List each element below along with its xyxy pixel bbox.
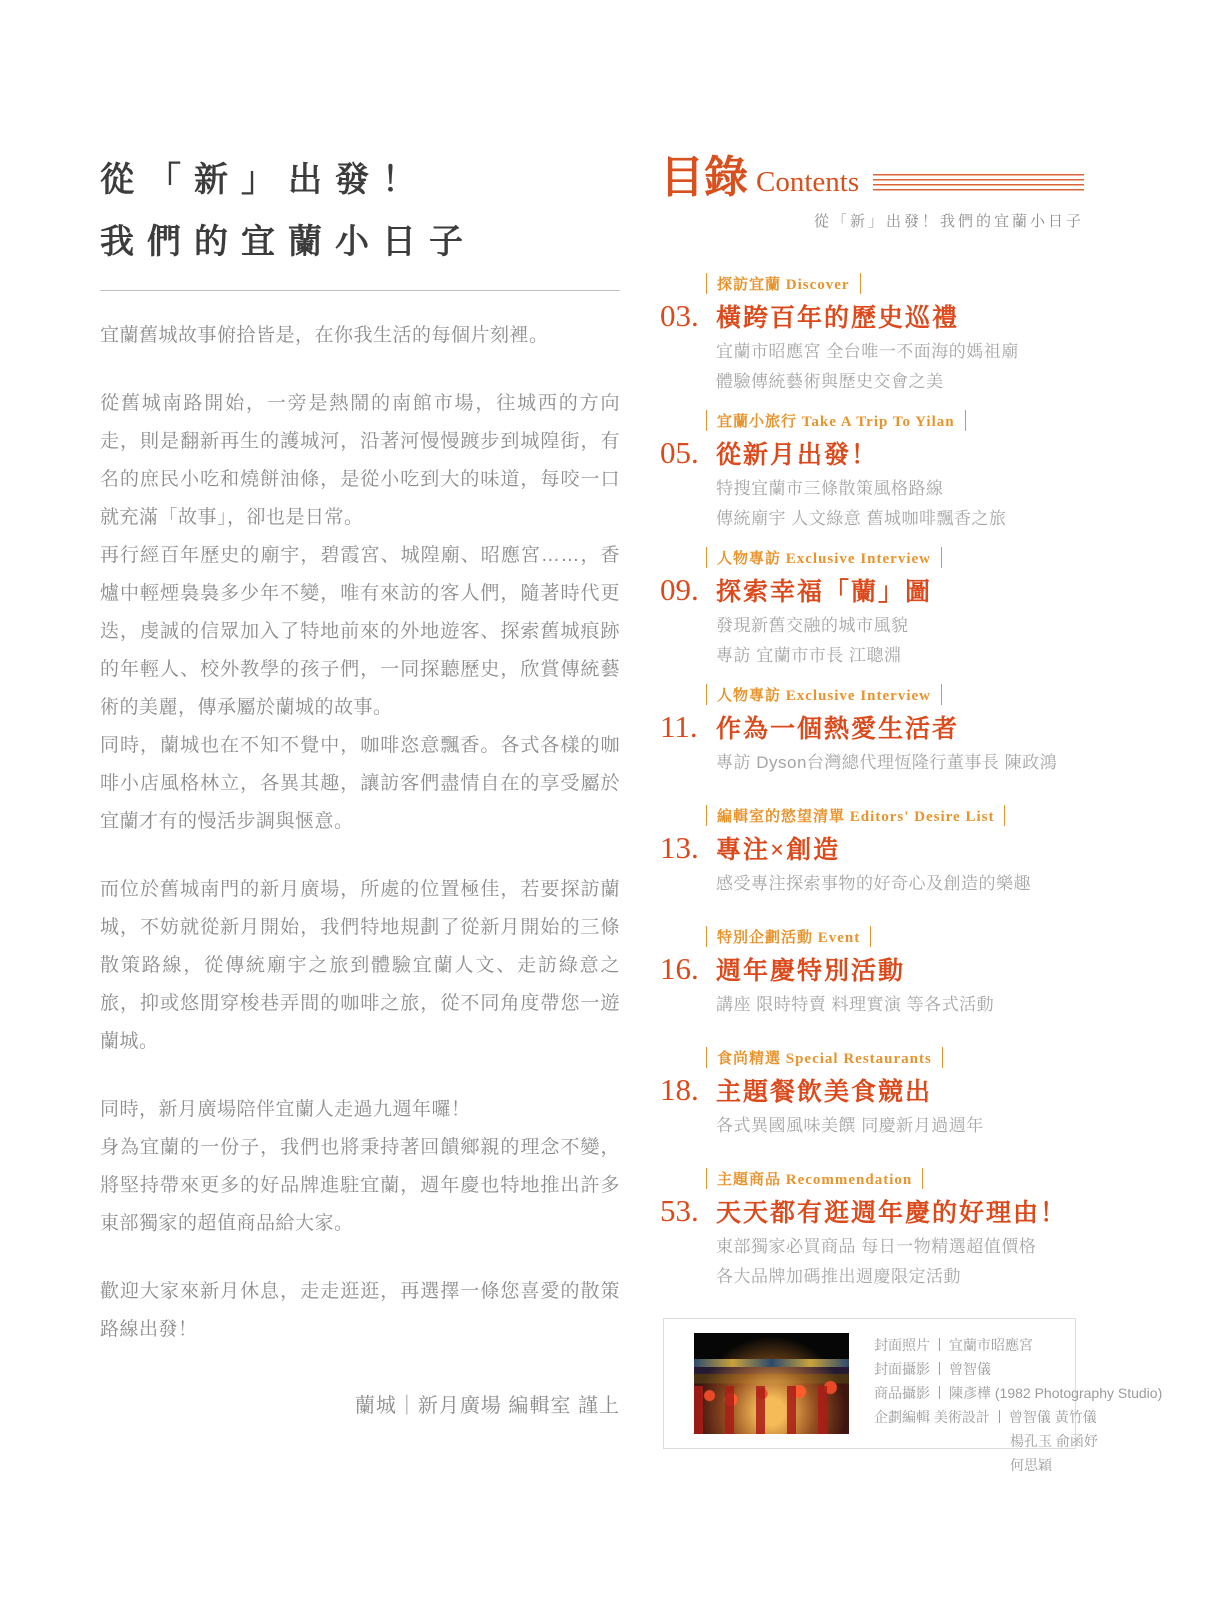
credit-row: 商品攝影 陳彥樺 (1982 Photography Studio): [874, 1385, 1163, 1401]
toc-entry-description: 發現新舊交融的城市風貌 專訪 宜蘭市市長 江聰淵: [716, 616, 909, 665]
letter-signature: 蘭城｜新月廣場 編輯室 謹上: [354, 1395, 620, 1417]
toc-entry-description: 感受專注探索事物的好奇心及創造的樂趣: [716, 874, 1031, 893]
toc-category: 主題商品 Recommendation: [706, 1168, 1084, 1189]
credit-row: 封面攝影 曾智儀: [874, 1361, 991, 1377]
toc-entry-title: 探索幸福「蘭」圖: [716, 579, 933, 606]
letter-body: [100, 317, 620, 1349]
toc-entry-title: 週年慶特別活動: [716, 958, 906, 985]
toc-entry-title: 天天都有逛週年慶的好理由！: [716, 1200, 1068, 1227]
credits-list: [874, 1333, 1163, 1473]
toc-entry-title: 專注×創造: [716, 837, 841, 864]
toc-entry: [660, 410, 1084, 534]
toc-page-number: 05.: [660, 435, 699, 470]
letter-paragraph: 從舊城南路開始，一旁是熱鬧的南館市場，往城西的方向走，則是翻新再生的護城河，沿著河慢慢踱步到城隍街，有名的庶民小吃和燒餅油條，是從小吃到大的味道，每咬一口就充滿「故事」，卻也是日常。: [100, 393, 620, 528]
toc-entry: [660, 273, 1084, 397]
toc-subtitle: 從「新」出發！我們的宜蘭小日子: [813, 214, 1084, 230]
letter-paragraph: 宜蘭舊城故事俯拾皆是，在你我生活的每個片刻裡。: [100, 325, 549, 346]
toc-category: 人物專訪 Exclusive Interview: [706, 547, 1084, 568]
credit-row: 何思穎: [1010, 1457, 1052, 1473]
toc-page-number: 16.: [660, 951, 699, 986]
toc-entry-title: 橫跨百年的歷史巡禮: [716, 305, 960, 332]
letter-title-line1: 從「新」出發！: [100, 162, 429, 199]
toc-entry-description: 東部獨家必買商品 每日一物精選超值價格 各大品牌加碼推出週慶限定活動: [716, 1237, 1037, 1286]
horizontal-rules-icon: [873, 174, 1084, 194]
toc-entry-title: 作為一個熱愛生活者: [716, 716, 960, 743]
letter-title-line2: 我們的宜蘭小日子: [100, 224, 476, 261]
pipe-divider: [939, 1338, 940, 1351]
toc-entry: [660, 1168, 1084, 1292]
toc-page-number: 18.: [660, 1072, 699, 1107]
toc-entry-description: 宜蘭市昭應宮 全台唯一不面海的媽祖廟 體驗傳統藝術與歷史交會之美: [716, 342, 1019, 391]
credit-row: 企劃編輯 美術設計 曾智儀 黃竹儀: [874, 1409, 1097, 1425]
toc-entry: [660, 547, 1084, 671]
toc-entry: [660, 805, 1084, 899]
letter-paragraph: 身為宜蘭的一份子，我們也將秉持著回饋鄉親的理念不變，將堅持帶來更多的好品牌進駐宜蘭，週年慶也特地推出許多東部獨家的超值商品給大家。: [100, 1137, 620, 1234]
toc-entry: [660, 684, 1084, 778]
toc-entry-title: 主題餐飲美食競出: [716, 1079, 933, 1106]
toc-category: 探訪宜蘭 Discover: [706, 273, 1084, 294]
letter-paragraph: 而位於舊城南門的新月廣場，所處的位置極佳，若要探訪蘭城，不妨就從新月開始，我們特地規劃了從新月開始的三條散策路線，從傳統廟宇之旅到體驗宜蘭人文、走訪綠意之旅，抑或悠閒穿梭巷弄間的咖啡之旅，從不同角度帶您一遊蘭城。: [100, 879, 620, 1052]
title-divider: [100, 290, 620, 291]
pipe-divider: [939, 1386, 940, 1399]
editorial-letter: [100, 150, 620, 1418]
toc-page-number: 09.: [660, 572, 699, 607]
letter-title: [100, 150, 620, 274]
temple-roof-decoration: [694, 1359, 849, 1367]
toc-page-number: 11.: [660, 709, 698, 744]
temple-cover-photo: [694, 1333, 849, 1434]
toc-entry-description: 講座 限時特賣 料理實演 等各式活動: [716, 995, 995, 1014]
toc-entry-description: 特搜宜蘭市三條散策風格路線 傳統廟宇 人文綠意 舊城咖啡飄香之旅: [716, 479, 1007, 528]
pipe-divider: [939, 1362, 940, 1375]
toc-page-number: 03.: [660, 298, 699, 333]
toc-entry: [660, 1047, 1084, 1141]
temple-pillars-decoration: [694, 1386, 849, 1434]
letter-paragraph: 同時，蘭城也在不知不覺中，咖啡恣意飄香。各式各樣的咖啡小店風格林立，各異其趣，讓訪客們盡情自在的享受屬於宜蘭才有的慢活步調與愜意。: [100, 735, 620, 832]
credit-row: 封面照片 宜蘭市昭應宮: [874, 1337, 1033, 1353]
toc-entry-description: 專訪 Dyson台灣總代理恆隆行董事長 陳政鴻: [716, 753, 1058, 772]
credit-row: 楊孔玉 俞函妤: [1010, 1433, 1098, 1449]
pipe-divider: [999, 1410, 1000, 1423]
toc-category: 編輯室的慾望清單 Editors' Desire List: [706, 805, 1084, 826]
toc-entry-title: 從新月出發！: [716, 442, 879, 469]
toc-page-number: 53.: [660, 1193, 699, 1228]
toc-header: [660, 153, 1084, 202]
toc-category: 特別企劃活動 Event: [706, 926, 1084, 947]
toc-page-number: 13.: [660, 830, 699, 865]
toc-entries: [660, 273, 1084, 1292]
letter-paragraph: 歡迎大家來新月休息，走走逛逛，再選擇一條您喜愛的散策路線出發！: [100, 1281, 620, 1340]
letter-paragraph: 再行經百年歷史的廟宇，碧霞宮、城隍廟、昭應宮……，香爐中輕煙裊裊多少年不變，唯有來訪的客人們，隨著時代更迭，虔誠的信眾加入了特地前來的外地遊客、探索舊城痕跡的年輕人、校外教學的孩子們，一同探聽歷史，欣賞傳統藝術的美麗，傳承屬於蘭城的故事。: [100, 545, 620, 718]
toc-category: 食尚精選 Special Restaurants: [706, 1047, 1084, 1068]
toc-category: 人物專訪 Exclusive Interview: [706, 684, 1084, 705]
toc-entry-description: 各式異國風味美饌 同慶新月過週年: [716, 1116, 984, 1135]
toc-heading-zh: 目錄: [660, 153, 748, 202]
letter-paragraph: 同時，新月廣場陪伴宜蘭人走過九週年囉！: [100, 1099, 471, 1120]
table-of-contents: [660, 153, 1084, 1292]
toc-heading-en: Contents: [756, 166, 860, 198]
toc-category: 宜蘭小旅行 Take A Trip To Yilan: [706, 410, 1084, 431]
credits-box: [663, 1318, 1163, 1473]
toc-entry: [660, 926, 1084, 1020]
